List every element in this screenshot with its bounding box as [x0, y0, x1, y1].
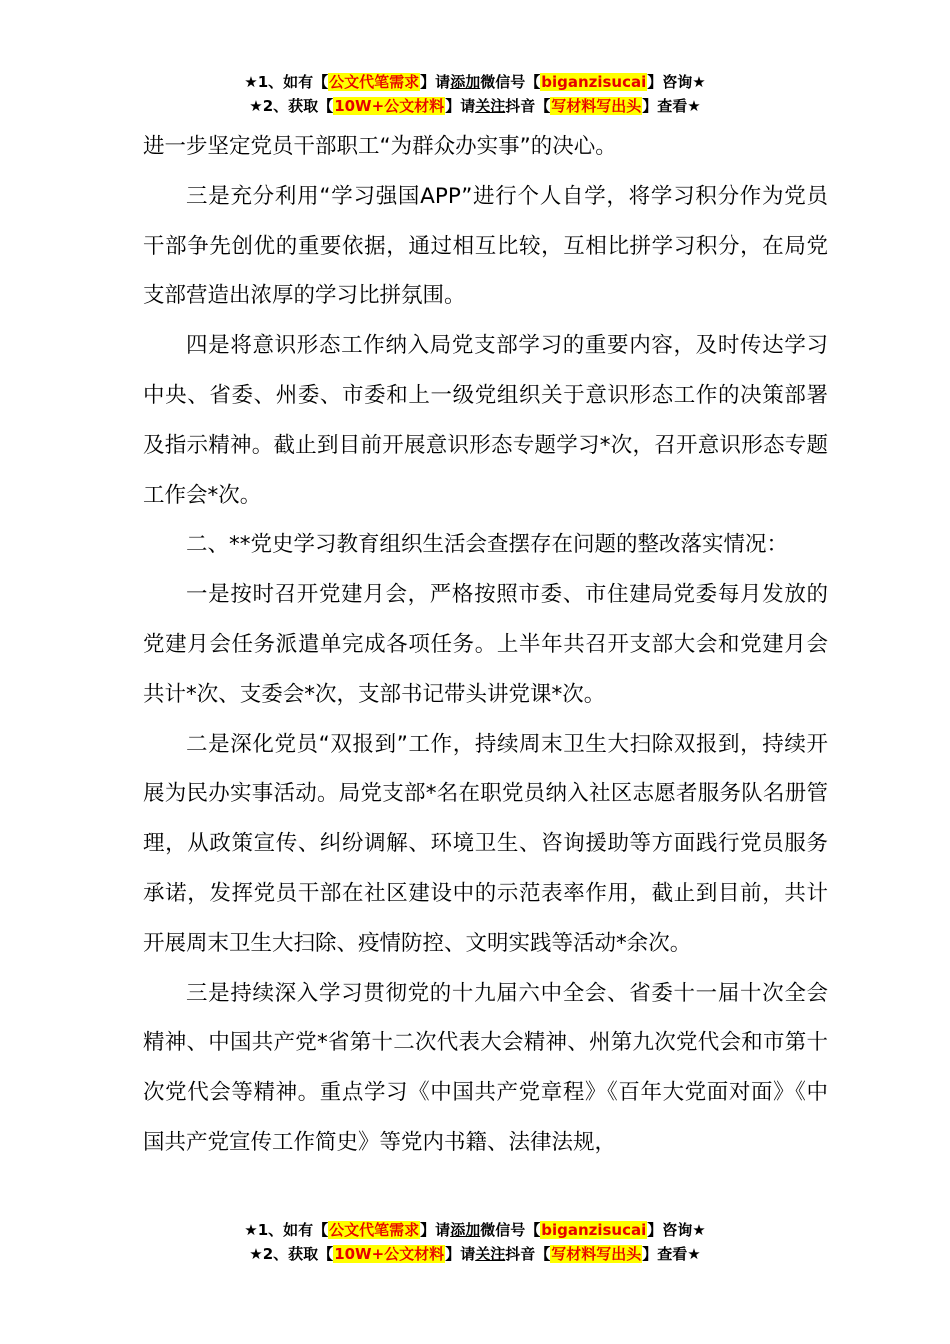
banner-text: 】查看★: [642, 97, 701, 115]
banner-highlight: 10W+公文材料: [334, 1245, 445, 1263]
paragraph: 一是按时召开党建月会，严格按照市委、市住建局党委每月发放的党建月会任务派遣单完成各项任务。上半年共召开支部大会和党建月会共计*次、支委会*次，支部书记带头讲党课*次。: [143, 582, 828, 707]
banner-text: 微信号【: [480, 73, 541, 91]
section-heading: 二、**党史学习教育组织生活会查摆存在问题的整改落实情况：: [186, 532, 789, 558]
banner-highlight: 写材料写出头: [551, 1245, 642, 1263]
banner-text: 】咨询★: [647, 73, 706, 91]
banner-highlight: 10W+公文材料: [334, 97, 445, 115]
paragraph: 进一步坚定党员干部职工“为群众办实事”的决心。: [143, 134, 617, 159]
banner-highlight: biganzisucai: [541, 73, 647, 91]
banner-underlined: 关注: [475, 1245, 506, 1263]
banner-line-2: [0, 1242, 950, 1266]
banner-text: ★2、获取【: [249, 97, 334, 115]
banner-text: ★1、如有【: [244, 73, 329, 91]
footer-banner: [0, 1218, 950, 1266]
banner-line-1: [0, 70, 950, 94]
banner-highlight: 公文代笔需求: [329, 73, 420, 91]
banner-text: 微信号【: [480, 1221, 541, 1239]
banner-highlight: biganzisucai: [541, 1221, 647, 1239]
banner-text: 抖音【: [505, 97, 551, 115]
banner-text: 】请: [420, 1221, 451, 1239]
banner-text: ★2、获取【: [249, 1245, 334, 1263]
banner-line-2: [0, 94, 950, 118]
banner-underlined: 添加: [450, 73, 481, 91]
document-body: [143, 122, 828, 1168]
banner-text: 抖音【: [505, 1245, 551, 1263]
banner-text: 】请: [420, 73, 451, 91]
banner-text: 】查看★: [642, 1245, 701, 1263]
banner-underlined: 关注: [475, 97, 506, 115]
banner-text: ★1、如有【: [244, 1221, 329, 1239]
banner-highlight: 写材料写出头: [551, 97, 642, 115]
banner-underlined: 添加: [450, 1221, 481, 1239]
paragraph: 二是深化党员“双报到”工作，持续周末卫生大扫除双报到，持续开展为民办实事活动。局党支部*名在职党员纳入社区志愿者服务队名册管理，从政策宣传、纠纷调解、环境卫生、咨询援助等方面践行党员服务承诺，发挥党员干部在社区建设中的示范表率作用，截止到目前，共计开展周末卫生大扫除、疫情防控、文明实践等活动*余次。: [143, 731, 828, 956]
banner-line-1: [0, 1218, 950, 1242]
banner-text: 】请: [445, 1245, 476, 1263]
paragraph: 四是将意识形态工作纳入局党支部学习的重要内容，及时传达学习中央、省委、州委、市委和上一级党组织关于意识形态工作的决策部署及指示精神。截止到目前开展意识形态专题学习*次，召开意识形态专题工作会*次。: [143, 333, 828, 508]
banner-highlight: 公文代笔需求: [329, 1221, 420, 1239]
paragraph: 三是持续深入学习贯彻党的十九届六中全会、省委十一届十次全会精神、中国共产党*省第十二次代表大会精神、州第九次党代会和市第十次党代会等精神。重点学习《中国共产党章程》《百年大党面对面》《中国共产党宣传工作简史》等党内书籍、法律法规，: [143, 980, 828, 1155]
banner-text: 】请: [445, 97, 476, 115]
banner-text: 】咨询★: [647, 1221, 706, 1239]
header-banner: [0, 70, 950, 118]
paragraph: 三是充分利用“学习强国APP”进行个人自学，将学习积分作为党员干部争先创优的重要依据，通过相互比较，互相比拼学习积分，在局党支部营造出浓厚的学习比拼氛围。: [143, 183, 828, 309]
